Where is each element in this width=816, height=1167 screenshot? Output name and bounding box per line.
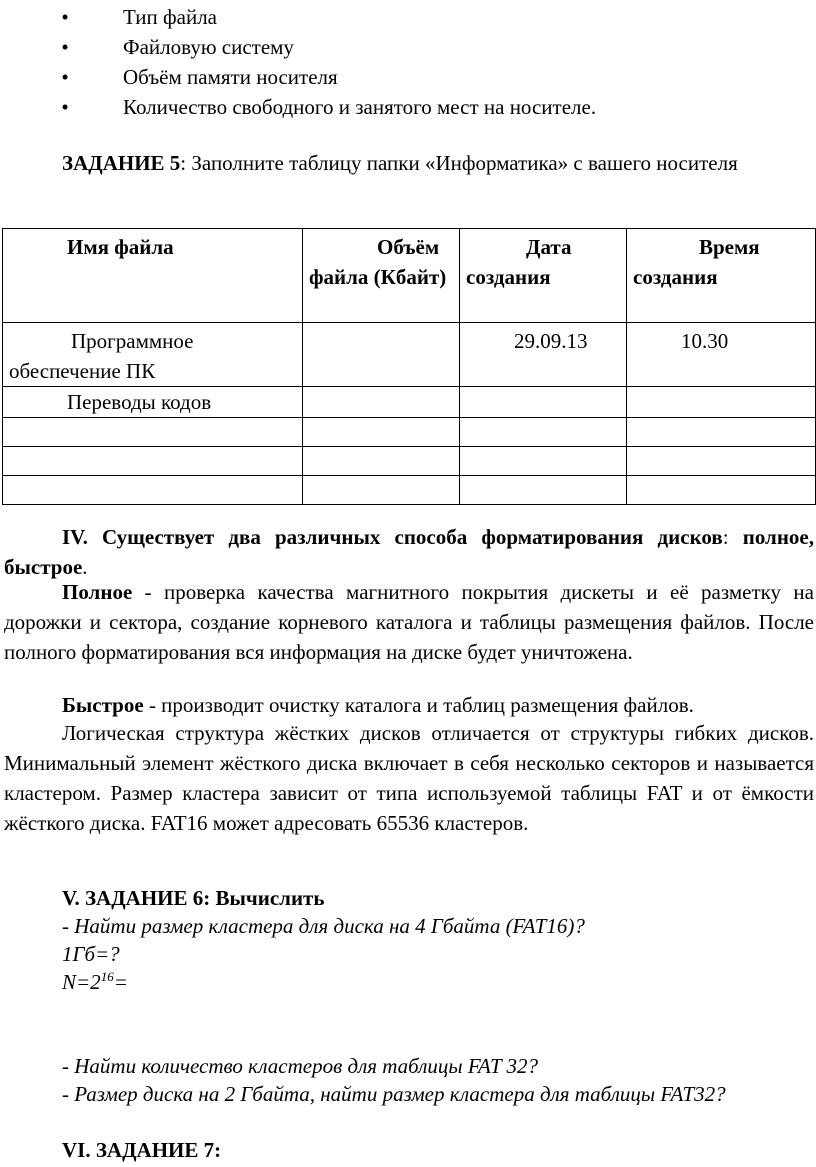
table-cell: Программное обеспечение ПК bbox=[3, 323, 303, 387]
table-cell bbox=[3, 418, 303, 447]
list-item bbox=[0, 2, 816, 32]
bullet-text: Объём памяти носителя bbox=[123, 65, 338, 89]
bullet-icon: • bbox=[61, 65, 69, 89]
table-cell bbox=[460, 476, 627, 505]
header-create-time: Время создания bbox=[627, 229, 816, 323]
task5-paragraph bbox=[4, 148, 814, 178]
table-cell bbox=[627, 476, 816, 505]
list-item bbox=[0, 62, 816, 92]
task5-label: ЗАДАНИЕ 5 bbox=[62, 151, 181, 175]
header-file-name: Имя файла bbox=[3, 229, 303, 323]
table-cell: 29.09.13 bbox=[460, 323, 627, 387]
header-file-size: Объём файла (Кбайт) bbox=[303, 229, 460, 323]
table-cell: Переводы кодов bbox=[3, 387, 303, 418]
bullet-text: Тип файла bbox=[123, 5, 217, 29]
table-cell bbox=[460, 447, 627, 476]
table-row bbox=[3, 476, 816, 505]
question-1-line-3: $N=2^{16}=$ bbox=[62, 969, 128, 994]
bullet-icon: • bbox=[61, 5, 69, 29]
bullet-text: Файловую систему bbox=[123, 35, 294, 59]
list-item bbox=[0, 32, 816, 62]
bullet-icon: • bbox=[61, 35, 69, 59]
bullet-icon: • bbox=[61, 95, 69, 119]
table-cell bbox=[303, 418, 460, 447]
task5-text: : Заполните таблицу папки «Информатика» с вашего носителя bbox=[180, 151, 738, 175]
header-create-date: Дата создания bbox=[460, 229, 627, 323]
bullet-list bbox=[0, 2, 816, 122]
table-row bbox=[3, 447, 816, 476]
table-cell bbox=[303, 387, 460, 418]
table-cell bbox=[3, 447, 303, 476]
list-item bbox=[0, 92, 816, 122]
section5-heading: V. ЗАДАНИЕ 6: Вычислить bbox=[62, 886, 325, 910]
bullet-text: Количество свободного и занятого мест на носителе. bbox=[123, 95, 597, 119]
section6-heading: VI. ЗАДАНИЕ 7: bbox=[62, 1138, 222, 1162]
question-3: - Размер диска на 2 Гбайта, найти размер кластера для таблицы FAT32? bbox=[62, 1082, 726, 1106]
question-1-line-2: 1Гб=? bbox=[62, 942, 120, 966]
table-cell bbox=[460, 418, 627, 447]
table-row bbox=[3, 323, 816, 387]
question-2: - Найти количество кластеров для таблицы FAT 32? bbox=[62, 1054, 539, 1078]
table-cell bbox=[627, 387, 816, 418]
table-cell bbox=[303, 323, 460, 387]
table-row bbox=[3, 387, 816, 418]
quick-format-label: Быстрое bbox=[62, 693, 144, 717]
table-cell bbox=[3, 476, 303, 505]
section4-heading: IV. Существует два различных способа форматирования дисков: полное, быстрое. bbox=[4, 525, 814, 579]
table-cell bbox=[627, 418, 816, 447]
table-cell bbox=[460, 387, 627, 418]
quick-format-paragraph: Быстрое - производит очистку каталога и таблиц размещения файлов. bbox=[62, 693, 694, 717]
table-cell bbox=[303, 447, 460, 476]
files-table bbox=[2, 228, 816, 505]
full-format-label: Полное bbox=[62, 580, 133, 604]
question-1: - Найти размер кластера для диска на 4 Гбайта (FAT16)? bbox=[62, 914, 585, 938]
table-cell: 10.30 bbox=[627, 323, 816, 387]
table-header-row bbox=[3, 229, 816, 323]
table-cell bbox=[303, 476, 460, 505]
table-cell bbox=[627, 447, 816, 476]
table-row bbox=[3, 418, 816, 447]
full-format-paragraph: Полное - проверка качества магнитного покрытия дискеты и её разметку на дорожки и сектора, создание корневого каталога и таблицы размещения файлов. После полного форматирования вся информация на диске будет уничтожена. bbox=[4, 580, 814, 664]
logic-structure-paragraph: Логическая структура жёстких дисков отличается от структуры гибких дисков. Минимальный элемент жёсткого диска включает в себя несколько секторов и называется кластером. Размер кластера зависит от типа используемой таблицы FAT и от ёмкости жёсткого диска. FAT16 может адресовать 65536 кластеров. bbox=[4, 721, 814, 835]
